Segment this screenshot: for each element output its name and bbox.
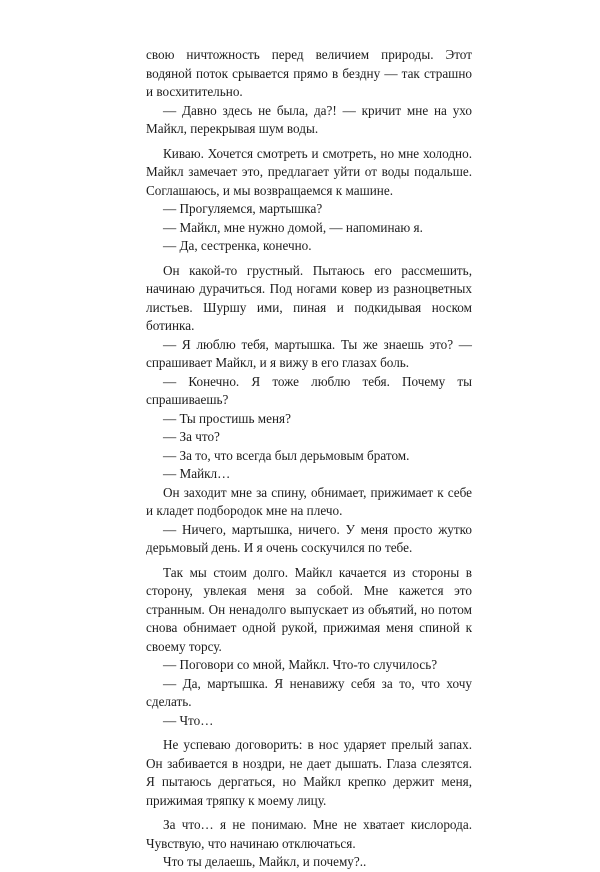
paragraph-16: Так мы стоим долго. Майкл качается из стороны в сторону, увлекая меня за собой. Мне кажется это странным. Он ненадолго выпускает из объятий, но потом снова обнимает одной рукой, прижимая меня спиной к своему торсу. xyxy=(146,564,472,654)
paragraph-7: Он какой-то грустный. Пытаюсь его рассмешить, начинаю дурачиться. Под ногами ковер из разноцветных листьев. Шуршу ими, пиная и подкидывая носком ботинка. xyxy=(146,262,472,333)
paragraph-9: — Конечно. Я тоже люблю тебя. Почему ты спрашиваешь? xyxy=(146,373,472,407)
paragraph-14: Он заходит мне за спину, обнимает, прижимает к себе и кладет подбородок мне на плечо. xyxy=(146,484,472,518)
paragraph-1: свою ничтожность перед величием природы. Этот водяной поток срывается прямо в бездну — так страшно и восхитительно. xyxy=(146,47,472,99)
paragraph-17: — Поговори со мной, Майкл. Что-то случилось? xyxy=(163,657,438,672)
paragraph-15: — Ничего, мартышка, ничего. У меня просто жутко дерьмовый день. И я очень соскучился по тебе. xyxy=(146,521,472,555)
paragraph-10: — Ты простишь меня? xyxy=(163,410,291,426)
paragraph-8: — Я люблю тебя, мартышка. Ты же знаешь это? — спрашивает Майкл, и я вижу в его глазах боль. xyxy=(146,336,472,370)
paragraph-22: Что ты делаешь, Майкл, и почему?.. xyxy=(163,854,367,869)
paragraph-18: — Да, мартышка. Я ненавижу себя за то, что хочу сделать. xyxy=(146,675,472,709)
paragraph-4: — Прогуляемся, мартышка? xyxy=(163,201,323,216)
paragraph-11: — За что? xyxy=(163,429,220,444)
paragraph-20: Не успеваю договорить: в нос ударяет прелый запах. Он забивается в ноздри, не дает дышать. Глаза слезятся. Я пытаюсь дергаться, но Майкл крепко держит меня, прижимая тряпку к моему лицу. xyxy=(146,737,472,808)
paragraph-13: — Майкл… xyxy=(163,466,231,481)
paragraph-3: Киваю. Хочется смотреть и смотреть, но мне холодно. Майкл замечает это, предлагает уйти от воды подальше. Соглашаюсь, и мы возвращаемся к машине. xyxy=(146,145,472,198)
paragraph-5: — Майкл, мне нужно домой, — напоминаю я. xyxy=(163,219,423,235)
paragraph-12: — За то, что всегда был дерьмовым братом. xyxy=(163,447,410,463)
paragraph-21: За что… я не понимаю. Мне не хватает кислорода. Чувствую, что начинаю отключаться. xyxy=(146,817,472,851)
paragraph-19: — Что… xyxy=(163,712,214,728)
paragraph-2: — Давно здесь не была, да?! — кричит мне на ухо Майкл, перекрывая шум воды. xyxy=(146,102,472,136)
page-body-text xyxy=(146,46,472,872)
paragraph-6: — Да, сестренка, конечно. xyxy=(163,238,312,253)
